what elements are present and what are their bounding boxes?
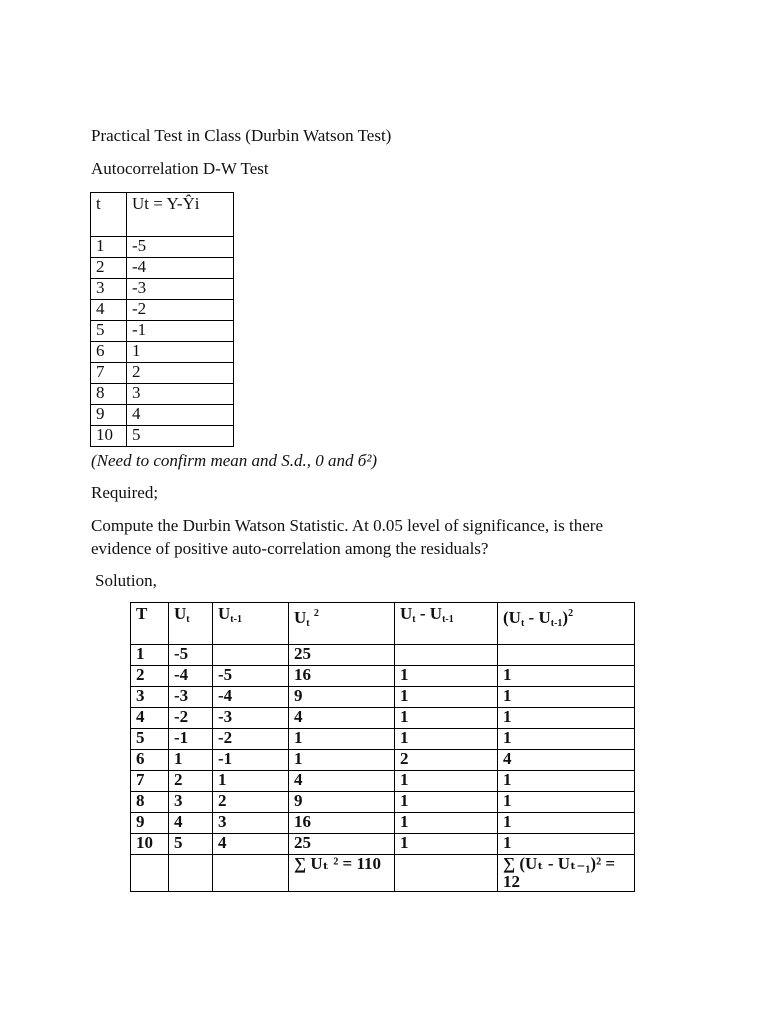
Ut-cell: -4 <box>169 666 213 687</box>
header-diff: $U_t - U_{t-1}$ <box>395 603 498 645</box>
T-cell: 7 <box>131 771 169 792</box>
ut-cell: 2 <box>127 363 234 384</box>
solution-label: Solution, <box>95 571 157 590</box>
t-cell: 8 <box>91 384 127 405</box>
Ut-cell: 4 <box>169 813 213 834</box>
table-row <box>131 729 635 750</box>
table-row <box>131 645 635 666</box>
Ut-1-cell: 4 <box>213 834 289 855</box>
diff-cell: 1 <box>395 729 498 750</box>
diff-cell: 1 <box>395 771 498 792</box>
empty-cell <box>131 855 169 892</box>
Ut-squared-cell: 9 <box>289 792 395 813</box>
t-cell: 5 <box>91 321 127 342</box>
table-row <box>91 384 234 405</box>
question-text: Compute the Durbin Watson Statistic. At 0.05 level of significance, is there evidence of positive auto-correlation among the residuals? <box>91 516 604 558</box>
diff-cell: 1 <box>395 666 498 687</box>
ut-cell: 1 <box>127 342 234 363</box>
header-Ut-squared: $U_t$ $^2$ <box>289 603 395 645</box>
ut-cell: -2 <box>127 300 234 321</box>
empty-cell <box>169 855 213 892</box>
dw-computation-table <box>130 602 635 892</box>
table-row <box>91 405 234 426</box>
table-row <box>131 813 635 834</box>
sum-diff-squared: ∑ (Uₜ - Uₜ₋₁)² = 12 <box>498 855 635 892</box>
diff-cell: 1 <box>395 834 498 855</box>
ut-cell: 4 <box>127 405 234 426</box>
header-diff-squared: $(U_t - U_{t-1})^2$ <box>498 603 635 645</box>
diff-squared-cell <box>498 645 635 666</box>
diff-cell: 1 <box>395 792 498 813</box>
section-subtitle: Autocorrelation D-W Test <box>91 159 269 178</box>
table-row <box>91 237 234 258</box>
diff-squared-cell: 1 <box>498 813 635 834</box>
T-cell: 2 <box>131 666 169 687</box>
diff-cell: 2 <box>395 750 498 771</box>
Ut-1-cell: -2 <box>213 729 289 750</box>
table-header-row <box>91 193 234 237</box>
t-cell: 9 <box>91 405 127 426</box>
t-cell: 3 <box>91 279 127 300</box>
ut-cell: -3 <box>127 279 234 300</box>
header-Ut-1: $U_{t-1}$ <box>213 603 289 645</box>
Ut-cell: 1 <box>169 750 213 771</box>
Ut-squared-cell: 16 <box>289 666 395 687</box>
header-ut: Ut = Y-Ŷi <box>127 193 234 237</box>
t-cell: 1 <box>91 237 127 258</box>
Ut-cell: -1 <box>169 729 213 750</box>
diff-squared-cell: 1 <box>498 771 635 792</box>
Ut-squared-cell: 4 <box>289 771 395 792</box>
table-row <box>91 300 234 321</box>
T-cell: 9 <box>131 813 169 834</box>
header-T: T <box>131 603 169 645</box>
ut-cell: 3 <box>127 384 234 405</box>
ut-cell: -1 <box>127 321 234 342</box>
table-header-row <box>131 603 635 645</box>
table-row <box>131 771 635 792</box>
table-row <box>91 321 234 342</box>
t-cell: 4 <box>91 300 127 321</box>
t-cell: 2 <box>91 258 127 279</box>
Ut-1-cell: 1 <box>213 771 289 792</box>
Ut-1-cell <box>213 645 289 666</box>
table-row <box>91 258 234 279</box>
sum-ut-squared: ∑ Uₜ ² = 110 <box>289 855 395 892</box>
table-row <box>131 792 635 813</box>
Ut-cell: 2 <box>169 771 213 792</box>
Ut-1-cell: -4 <box>213 687 289 708</box>
ut-cell: -4 <box>127 258 234 279</box>
Ut-squared-cell: 4 <box>289 708 395 729</box>
Ut-1-cell: -3 <box>213 708 289 729</box>
T-cell: 4 <box>131 708 169 729</box>
diff-cell <box>395 645 498 666</box>
diff-squared-cell: 1 <box>498 666 635 687</box>
table-row <box>131 834 635 855</box>
T-cell: 3 <box>131 687 169 708</box>
table-row <box>131 666 635 687</box>
ut-cell: -5 <box>127 237 234 258</box>
Ut-1-cell: -1 <box>213 750 289 771</box>
table-row <box>91 342 234 363</box>
Ut-1-cell: 2 <box>213 792 289 813</box>
T-cell: 10 <box>131 834 169 855</box>
header-Ut: $U_t$ <box>169 603 213 645</box>
Ut-squared-cell: 25 <box>289 645 395 666</box>
document-title: Practical Test in Class (Durbin Watson Test) <box>91 126 392 145</box>
header-t: t <box>91 193 127 237</box>
diff-squared-cell: 1 <box>498 792 635 813</box>
Ut-squared-cell: 16 <box>289 813 395 834</box>
table-row <box>131 708 635 729</box>
T-cell: 6 <box>131 750 169 771</box>
required-label: Required; <box>91 483 159 502</box>
diff-squared-cell: 1 <box>498 708 635 729</box>
Ut-cell: -3 <box>169 687 213 708</box>
empty-cell <box>213 855 289 892</box>
diff-squared-cell: 1 <box>498 687 635 708</box>
diff-cell: 1 <box>395 687 498 708</box>
table-row <box>91 363 234 384</box>
ut-cell: 5 <box>127 426 234 447</box>
table-row <box>91 426 234 447</box>
Ut-squared-cell: 1 <box>289 729 395 750</box>
T-cell: 5 <box>131 729 169 750</box>
Ut-cell: 5 <box>169 834 213 855</box>
Ut-squared-cell: 25 <box>289 834 395 855</box>
diff-squared-cell: 4 <box>498 750 635 771</box>
Ut-squared-cell: 1 <box>289 750 395 771</box>
diff-squared-cell: 1 <box>498 834 635 855</box>
empty-cell <box>395 855 498 892</box>
Ut-cell: -5 <box>169 645 213 666</box>
T-cell: 8 <box>131 792 169 813</box>
Ut-cell: -2 <box>169 708 213 729</box>
Ut-1-cell: -5 <box>213 666 289 687</box>
table-row <box>91 279 234 300</box>
Ut-1-cell: 3 <box>213 813 289 834</box>
Ut-cell: 3 <box>169 792 213 813</box>
totals-row <box>131 855 635 892</box>
t-cell: 6 <box>91 342 127 363</box>
T-cell: 1 <box>131 645 169 666</box>
Ut-squared-cell: 9 <box>289 687 395 708</box>
t-cell: 10 <box>91 426 127 447</box>
table-row <box>131 687 635 708</box>
note-text: (Need to confirm mean and S.d., 0 and б²) <box>91 451 378 470</box>
t-cell: 7 <box>91 363 127 384</box>
diff-cell: 1 <box>395 708 498 729</box>
residuals-table <box>90 192 234 447</box>
diff-cell: 1 <box>395 813 498 834</box>
diff-squared-cell: 1 <box>498 729 635 750</box>
table-row <box>131 750 635 771</box>
